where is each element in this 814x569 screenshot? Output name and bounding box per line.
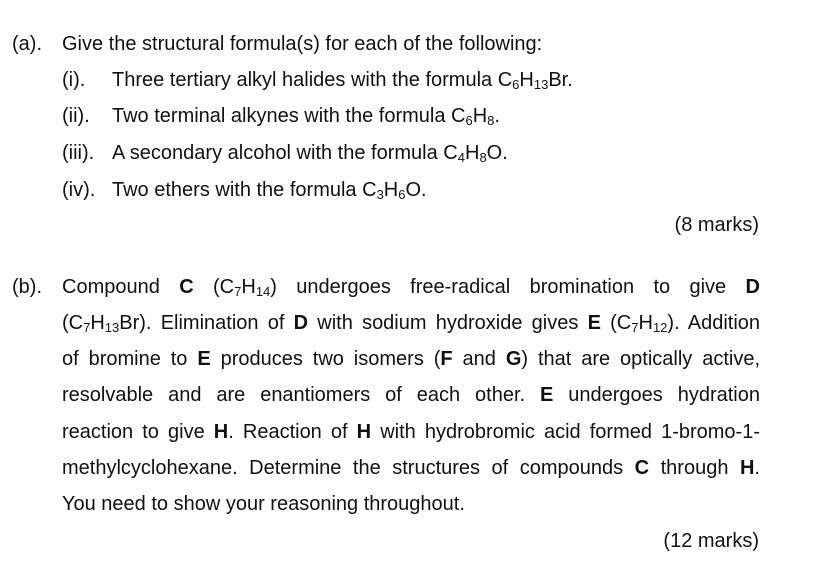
part-a-label: (a). xyxy=(12,33,42,55)
item-text: Two terminal alkynes with the formula $C_6H_8$. xyxy=(112,105,500,128)
item-label: (iv). xyxy=(62,179,96,201)
part-b-marks: (12 marks) xyxy=(663,530,759,552)
part-b-line-4: resolvable and are enantiomers of each other. E undergoes hydration xyxy=(62,384,760,406)
part-b-line-1: Compound C $(C_7H_{14})$ undergoes free-radical bromination to give D xyxy=(62,276,760,299)
part-b-line-3: of bromine to E produces two isomers (F and G) that are optically active, xyxy=(62,348,760,370)
item-label: (i). xyxy=(62,69,86,91)
item-label: (iii). xyxy=(62,142,95,164)
item-label: (ii). xyxy=(62,105,90,127)
part-a-marks: (8 marks) xyxy=(674,214,759,236)
item-text: Two ethers with the formula $C_3H_6O$. xyxy=(112,179,427,202)
part-b-line-5: reaction to give H. Reaction of H with hydrobromic acid formed 1-bromo-1- xyxy=(62,421,761,443)
part-b-line-2: $(C_7H_{13}Br)$. Elimination of D with sodium hydroxide gives E $(C_7H_{12})$. Addition xyxy=(62,312,761,335)
item-text: A secondary alcohol with the formula $C_4H_8O$. xyxy=(112,142,508,165)
part-b-line-6: methylcyclohexane. Determine the structures of compounds C through H. xyxy=(62,457,760,479)
part-a-intro: Give the structural formula(s) for each of the following: xyxy=(62,33,543,55)
item-text: Three tertiary alkyl halides with the formula $C_6H_{13}Br$. xyxy=(112,69,573,92)
part-b-label: (b). xyxy=(12,276,42,298)
part-b-line-7: You need to show your reasoning throughout. xyxy=(62,493,465,515)
